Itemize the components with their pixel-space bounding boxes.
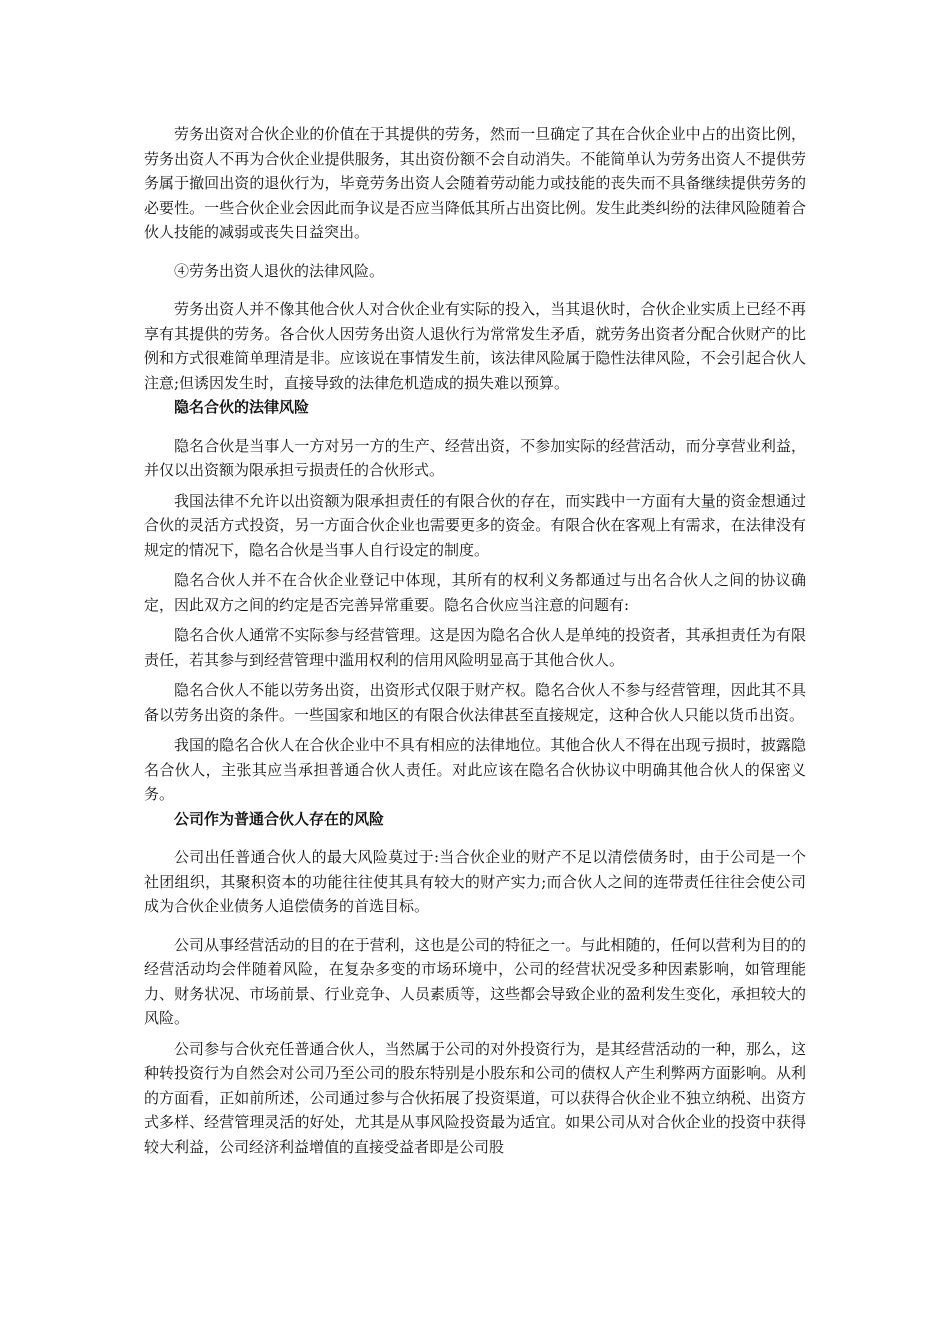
paragraph-company-profit-risk: 公司从事经营活动的目的在于营利，这也是公司的特征之一。与此相随的，任何以营利为目的的经营活动均会伴随着风险，在复杂多变的市场环境中，公司的经营状况受多种因素影响，如管理能力、财务状况、市场前景、行业竞争、人员素质等，这些都会导致企业的盈利发生变化，承担较大的风险。 bbox=[144, 935, 806, 1027]
paragraph-silent-partner-contribution: 隐名合伙人不能以劳务出资，出资形式仅限于财产权。隐名合伙人不参与经营管理，因此其不具备以劳务出资的条件。一些国家和地区的有限合伙法律甚至直接规定，这种合伙人只能以货币出资。 bbox=[144, 681, 806, 724]
heading-company-general-partner: 公司作为普通合伙人存在的风险 bbox=[174, 809, 385, 828]
paragraph-silent-partner-legal-status: 我国的隐名合伙人在合伙企业中不具有相应的法律地位。其他合伙人不得在出现亏损时，披露隐名合伙人，主张其应当承担普通合伙人责任。对此应该在隐名合伙协议中明确其他合伙人的保密义务。 bbox=[144, 736, 806, 803]
paragraph-silent-partnership-definition: 隐名合伙是当事人一方对另一方的生产、经营出资，不参加实际的经营活动，而分享营业利益，并仅以出资额为限承担亏损责任的合伙形式。 bbox=[144, 436, 806, 479]
paragraph-labor-withdrawal-risk: 劳务出资人并不像其他合伙人对合伙企业有实际的投入，当其退伙时，合伙企业实质上已经不再享有其提供的劳务。各合伙人因劳务出资人退伙行为常常发生矛盾，就劳务出资者分配合伙财产的比例和方式很难简单理清是非。应该说在事情发生前，该法律风险属于隐性法律风险，不会引起合伙人注意;但诱因发生时，直接导致的法律危机造成的损失难以预算。 bbox=[144, 300, 806, 392]
paragraph-company-investment-effect: 公司参与合伙充任普通合伙人，当然属于公司的对外投资行为，是其经营活动的一种，那么，这种转投资行为自然会对公司乃至公司的股东特别是小股东和公司的债权人产生利弊两方面影响。从利的方面看，正如前所述，公司通过参与合伙拓展了投资渠道，可以获得合伙企业不独立纳税、出资方式多样、经营管理灵活的好处，尤其是从事风险投资最为适宜。如果公司从对合伙企业的投资中获得较大利益，公司经济利益增值的直接受益者即是公司股 bbox=[144, 1039, 806, 1156]
heading-silent-partnership: 隐名合伙的法律风险 bbox=[174, 398, 310, 416]
paragraph-labor-withdrawal-item: ④劳务出资人退伙的法律风险。 bbox=[174, 261, 385, 280]
paragraph-silent-partner-agreement: 隐名合伙人并不在合伙企业登记中体现，其所有的权利义务都通过与出名合伙人之间的协议确定，因此双方之间的约定是否完善异常重要。隐名合伙应当注意的问题有: bbox=[144, 571, 806, 614]
paragraph-company-partner-risk: 公司出任普通合伙人的最大风险莫过于:当合伙企业的财产不足以清偿债务时，由于公司是一个社团组织，其聚积资本的功能往往使其具有较大的财产实力;而合伙人之间的连带责任往往会使公司成为合伙企业债务人追偿债务的首选目标。 bbox=[144, 848, 806, 915]
paragraph-silent-partner-management: 隐名合伙人通常不实际参与经营管理。这是因为隐名合伙人是单纯的投资者，其承担责任为有限责任，若其参与到经营管理中滥用权利的信用风险明显高于其他合伙人。 bbox=[144, 626, 806, 669]
document-page bbox=[144, 122, 806, 1159]
paragraph-limited-partnership-law: 我国法律不允许以出资额为限承担责任的有限合伙的存在，而实践中一方面有大量的资金想通过合伙的灵活方式投资，另一方面合伙企业也需要更多的资金。有限合伙在客观上有需求，在法律没有规定的情况下，隐名合伙是当事人自行设定的制度。 bbox=[144, 491, 806, 559]
paragraph-labor-contribution-value: 劳务出资对合伙企业的价值在于其提供的劳务，然而一旦确定了其在合伙企业中占的出资比例，劳务出资人不再为合伙企业提供服务，其出资份额不会自动消失。不能简单认为劳务出资人不提供劳务属于撤回出资的退伙行为，毕竟劳务出资人会随着劳动能力或技能的丧失而不具备继续提供劳务的必要性。一些合伙企业会因此而争议是否应当降低其所占出资比例。发生此类纠纷的法律风险随着合伙人技能的减弱或丧失日益突出。 bbox=[144, 125, 806, 241]
